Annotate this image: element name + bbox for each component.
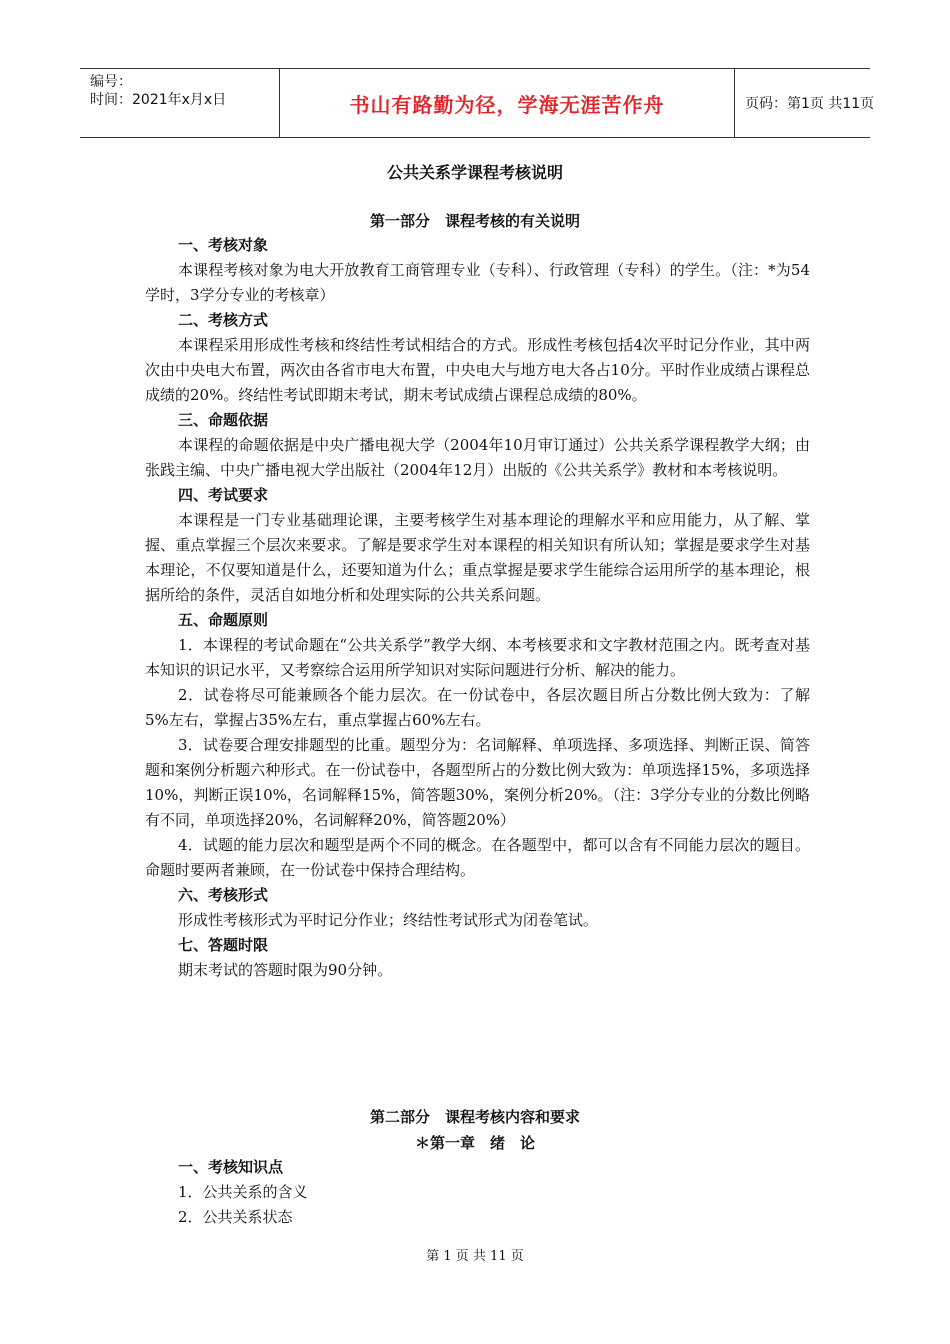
section-heading: 七、答题时限 (178, 936, 269, 954)
header-motto-cell (280, 69, 735, 137)
paragraph: 本课程是一门专业基础理论课，主要考核学生对基本理论的理解水平和应用能力，从了解、掌握、重点掌握三个层次来要求。了解是要求学生对本课程的相关知识有所认知；掌握是要求学生对基本理论，不仅要知道是什么，还要知道为什么；重点掌握是要求学生能综合运用所学的基本理论，根据所给的条件，灵活自如地分析和处理实际的公共关系问题。 (145, 511, 810, 604)
section-heading: 五、命题原则 (178, 611, 269, 629)
document-title: 公共关系学课程考核说明 (386, 163, 563, 182)
paragraph: 1．本课程的考试命题在“公共关系学”教学大纲、本考核要求和文字教材范围之内。既考查对基本知识的识记水平，又考察综合运用所学知识对实际问题进行分析、解决的能力。 (145, 636, 810, 679)
paragraph: 本课程采用形成性考核和终结性考试相结合的方式。形成性考核包括4次平时记分作业，其中两次由中央电大布置，两次由各省市电大布置，中央电大与地方电大各占10分。平时作业成绩占课程总成绩的20%。终结性考试即期末考试，期末考试成绩占课程总成绩的80%。 (145, 336, 810, 404)
section-heading: 四、考试要求 (178, 486, 269, 504)
section-heading: 一、考核对象 (178, 236, 269, 254)
part1-title: 第一部分 课程考核的有关说明 (369, 212, 580, 230)
paragraph: 4．试题的能力层次和题型是两个不同的概念。在各题型中，都可以含有不同能力层次的题目。命题时要两者兼顾，在一份试卷中保持合理结构。 (145, 836, 810, 879)
paragraph: 期末考试的答题时限为90分钟。 (178, 961, 393, 979)
part2-title: 第二部分 课程考核内容和要求 (369, 1108, 580, 1126)
list-item: 2．公共关系状态 (178, 1208, 293, 1226)
motto-text: 书山有路勤为径，学海无涯苦作舟 (349, 92, 665, 117)
paragraph: 本课程考核对象为电大开放教育工商管理专业（专科）、行政管理（专科）的学生。（注：*为54学时，3学分专业的考核章） (145, 261, 810, 304)
part2-body (145, 1155, 810, 1230)
section-heading: 二、考核方式 (178, 311, 269, 329)
header-page-info: 页码：第1页 共11页 (745, 96, 875, 112)
paragraph: 本课程的命题依据是中央广播电视大学（2004年10月审订通过）公共关系学课程教学大纲；由张践主编、中央广播电视大学出版社（2004年12月）出版的《公共关系学》教材和本考核说明。 (145, 436, 810, 479)
header-meta-cell (80, 69, 280, 137)
paragraph: 2．试卷将尽可能兼顾各个能力层次。在一份试卷中，各层次题目所占分数比例大致为：了解5%左右，掌握占35%左右，重点掌握占60%左右。 (145, 686, 810, 729)
time-label: 时间：2021年x月x日 (90, 92, 227, 108)
page-footer: 第 1 页 共 11 页 (426, 1249, 524, 1264)
document-body (145, 233, 810, 983)
list-item: 1．公共关系的含义 (178, 1183, 308, 1201)
paragraph: 3．试卷要合理安排题型的比重。题型分为：名词解释、单项选择、多项选择、判断正误、简答题和案例分析题六种形式。在一份试卷中，各题型所占的分数比例大致为：单项选择15%，多项选择10%，判断正误10%，名词解释15%，简答题30%，案例分析20%。（注：3学分专业的分数比例略有不同，单项选择20%，名词解释20%，简答题20%） (145, 736, 810, 829)
page-header (80, 68, 875, 138)
number-label: 编号： (90, 74, 132, 90)
paragraph: 形成性考核形式为平时记分作业；终结性考试形式为闭卷笔试。 (178, 911, 599, 929)
section-heading: 三、命题依据 (178, 411, 269, 429)
section-heading: 一、考核知识点 (178, 1158, 284, 1176)
chapter-title: ＊第一章 绪 论 (414, 1134, 535, 1152)
section-heading: 六、考核形式 (178, 886, 269, 904)
